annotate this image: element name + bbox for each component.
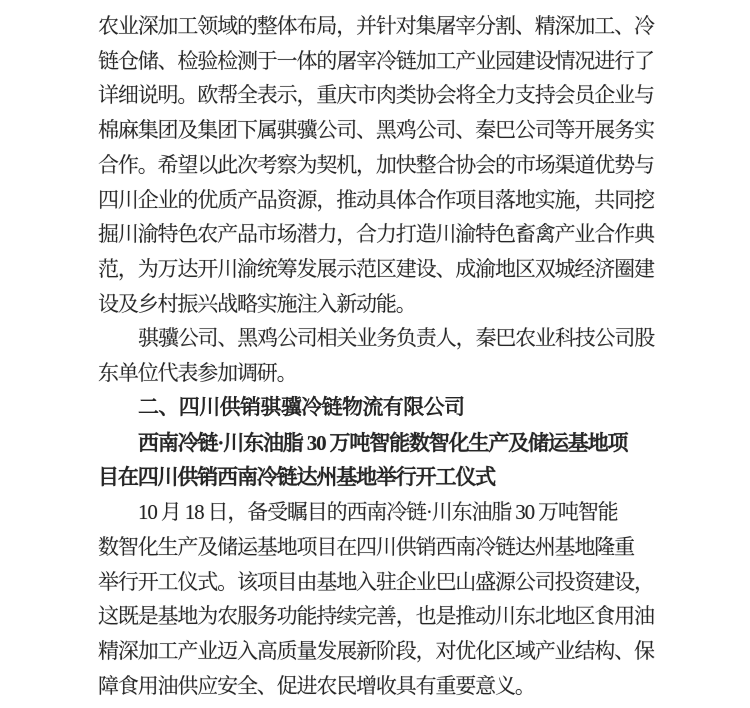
paragraph-line: 障食用油供应安全、促进农民增收具有重要意义。 <box>98 673 535 698</box>
section-heading: 二、四川供销骐骥冷链物流有限公司 <box>138 395 465 419</box>
document-content <box>98 9 655 703</box>
paragraph-line: 精深加工产业迈入高质量发展新阶段，对优化区域产业结构、保 <box>98 638 654 663</box>
paragraph-line: 范，为万达开川渝统筹发展示范区建设、成渝地区双城经济圈建 <box>98 257 654 282</box>
paragraph-line: 链仓储、检验检测于一体的屠宰冷链加工产业园建设情况进行了 <box>98 48 654 73</box>
subsection-title-line: 西南冷链·川东油脂 30 万吨智能数智化生产及储运基地项 <box>138 430 628 455</box>
paragraph-line: 棉麻集团及集团下属骐骥公司、黑鸡公司、秦巴公司等开展务实 <box>98 118 654 143</box>
paragraph-line: 农业深加工领域的整体布局，并针对集屠宰分割、精深加工、冷 <box>98 14 654 38</box>
paragraph-line: 详细说明。欧帮全表示，重庆市肉类协会将全力支持会员企业与 <box>98 83 654 108</box>
paragraph-line: 掘川渝特色农产品市场潜力，合力打造川渝特色畜禽产业合作典 <box>98 222 654 247</box>
paragraph-line: 东单位代表参加调研。 <box>98 361 297 386</box>
paragraph-line: 这既是基地为农服务功能持续完善，也是推动川东北地区食用油 <box>98 604 654 629</box>
paragraph-line: 数智化生产及储运基地项目在四川供销西南冷链达州基地隆重 <box>98 534 634 559</box>
paragraph-line: 设及乡村振兴战略实施注入新动能。 <box>98 291 416 316</box>
paragraph-line: 四川企业的优质产品资源，推动具体合作项目落地实施，共同挖 <box>98 187 654 212</box>
subsection-title-line: 目在四川供销西南冷链达州基地举行开工仪式 <box>98 465 495 490</box>
paragraph-line: 合作。希望以此次考察为契机，加快整合协会的市场渠道优势与 <box>98 152 654 177</box>
paragraph-line: 10 月 18 日，备受瞩目的西南冷链·川东油脂 30 万吨智能 <box>138 500 618 525</box>
paragraph-line: 举行开工仪式。该项目由基地入驻企业巴山盛源公司投资建设， <box>98 569 654 594</box>
paragraph-line: 骐骥公司、黑鸡公司相关业务负责人，秦巴农业科技公司股 <box>138 326 655 351</box>
